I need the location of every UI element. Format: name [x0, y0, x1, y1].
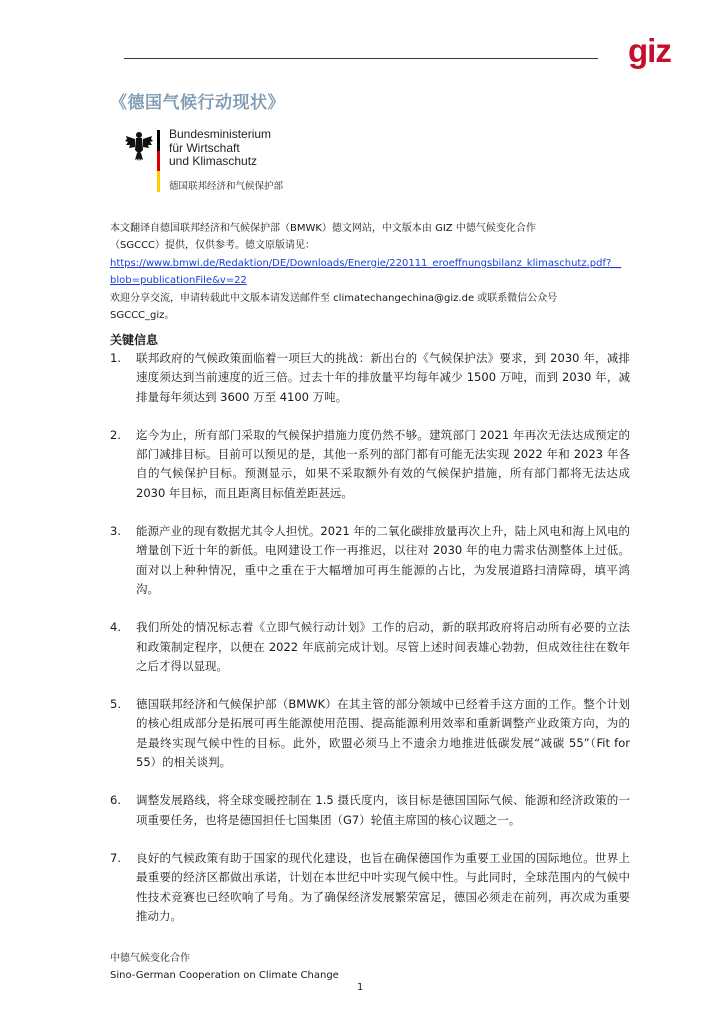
- footer-org-cn: 中德气候变化合作: [110, 953, 190, 964]
- item-text: 调整发展路线，将全球变暖控制在 1.5 摄氏度内，该目标是德国国际气候、能源和经济政策的一项重要任务，也将是德国担任七国集团（G7）轮值主席国的核心议题之一。: [136, 793, 630, 827]
- source-link-line1[interactable]: https://www.bmwi.de/Redaktion/DE/Downloads/Energie/220111_eroeffnungsbilanz_klimaschutz.pdf?__: [110, 257, 622, 269]
- item-number: 5.: [110, 697, 121, 712]
- list-item: [110, 618, 630, 676]
- notice-line: SGCCC_giz。: [110, 310, 175, 322]
- list-item: [110, 522, 630, 599]
- notice-line: （SGCCC）提供，仅供参考。德文原版请见：: [110, 240, 316, 252]
- source-link-line2[interactable]: blob=publicationFile&v=22: [110, 275, 247, 287]
- flag-gold: [157, 171, 160, 192]
- flag-black: [157, 130, 160, 151]
- ministry-name-cn: 德国联邦经济和气候保护部: [169, 181, 284, 192]
- item-number: 2.: [110, 427, 121, 442]
- item-text: 能源产业的现有数据尤其令人担忧。2021 年的二氧化碳排放量再次上升，陆上风电和海上风电的增量创下近十年的新低。电网建设工作一再推迟，以往对 2030 年的电力需求估测整体上过低。面对以上种种情况，重中之重在于大幅增加可再生能源的占比，为发展道路扫清障碍，填平鸿沟。: [136, 524, 630, 596]
- ministry-name-line: Bundesministerium: [169, 127, 272, 141]
- notice-line: 欢迎分享交流，申请转载此中文版本请发送邮件至 climatechangechina@giz.de 或联系微信公众号: [110, 292, 558, 304]
- item-number: 3.: [110, 524, 121, 539]
- ministry-logo: [124, 126, 344, 196]
- german-flag-bar: [157, 130, 160, 192]
- list-item: [110, 695, 630, 772]
- footer: [110, 950, 339, 984]
- footer-org-en: Sino-German Cooperation on Climate Change: [110, 970, 339, 981]
- list-item: [110, 791, 630, 830]
- header-rule: [124, 58, 598, 59]
- ministry-name: [169, 128, 271, 169]
- item-text: 良好的气候政策有助于国家的现代化建设，也旨在确保德国作为重要工业国的国际地位。世界上最重要的经济区都做出承诺，计划在本世纪中叶实现气候中性。与此同时，全球范围内的气候中性技术竞赛也已经吹响了号角。为了确保经济发展繁荣富足，德国必须走在前列，再次成为重要推动力。: [136, 850, 630, 923]
- federal-eagle-icon: [124, 130, 154, 162]
- page-number: 1: [357, 982, 364, 993]
- key-info-list: [110, 349, 630, 945]
- item-number: 7.: [110, 850, 121, 865]
- item-text: 德国联邦经济和气候保护部（BMWK）在其主管的部分领域中已经着手这方面的工作。整个计划的核心组成部分是拓展可再生能源使用范围、提高能源利用效率和重新调整产业政策方向，为的是最终实现气候中性的目标。此外，欧盟必须马上不遗余力地推进低碳发展“减碳 55”（Fit for 55）的相关谈判。: [136, 697, 630, 770]
- item-number: 4.: [110, 620, 121, 635]
- ministry-name-line: und Klimaschutz: [169, 154, 258, 168]
- flag-red: [157, 151, 160, 172]
- item-text: 迄今为止，所有部门采取的气候保护措施力度仍然不够。建筑部门 2021 年再次无法达成预定的部门减排目标。目前可以预见的是，其他一系列的部门都有可能无法实现 2022 年和 2023 年各自的气候保护目标。预测显示，如果不采取额外有效的气候保护措施，所有部门都将无法达成 2030 年目标，而且距离目标值差距甚远。: [136, 427, 630, 500]
- item-number: 1.: [110, 351, 121, 365]
- source-link[interactable]: [110, 255, 625, 290]
- key-info-heading: 关键信息: [110, 333, 159, 347]
- item-text: 我们所处的情况标志着《立即气候行动计划》工作的启动，新的联邦政府将启动所有必要的立法和政策制定程序，以便在 2022 年底前完成计划。尽管上述时间表雄心勃勃，但成效往往在数年之后才得以显现。: [136, 620, 630, 673]
- ministry-name-line: für Wirtschaft: [169, 140, 240, 155]
- translation-notice: [110, 220, 625, 324]
- giz-logo: giz: [628, 32, 671, 69]
- list-item: [110, 426, 630, 503]
- notice-line: 本文翻译自德国联邦经济和气候保护部（BMWK）德文网站，中文版本由 GIZ 中德气候变化合作: [110, 223, 536, 234]
- document-title: 《德国气候行动现状》: [110, 93, 285, 113]
- list-item: [110, 349, 630, 407]
- list-item: [110, 849, 630, 926]
- item-text: 联邦政府的气候政策面临着一项巨大的挑战：新出台的《气候保护法》要求，到 2030 年，减排速度须达到当前速度的近三倍。过去十年的排放量平均每年减少 1500 万吨，而到 2030 年，减排量每年须达到 3600 万至 4100 万吨。: [136, 351, 630, 404]
- item-number: 6.: [110, 793, 121, 808]
